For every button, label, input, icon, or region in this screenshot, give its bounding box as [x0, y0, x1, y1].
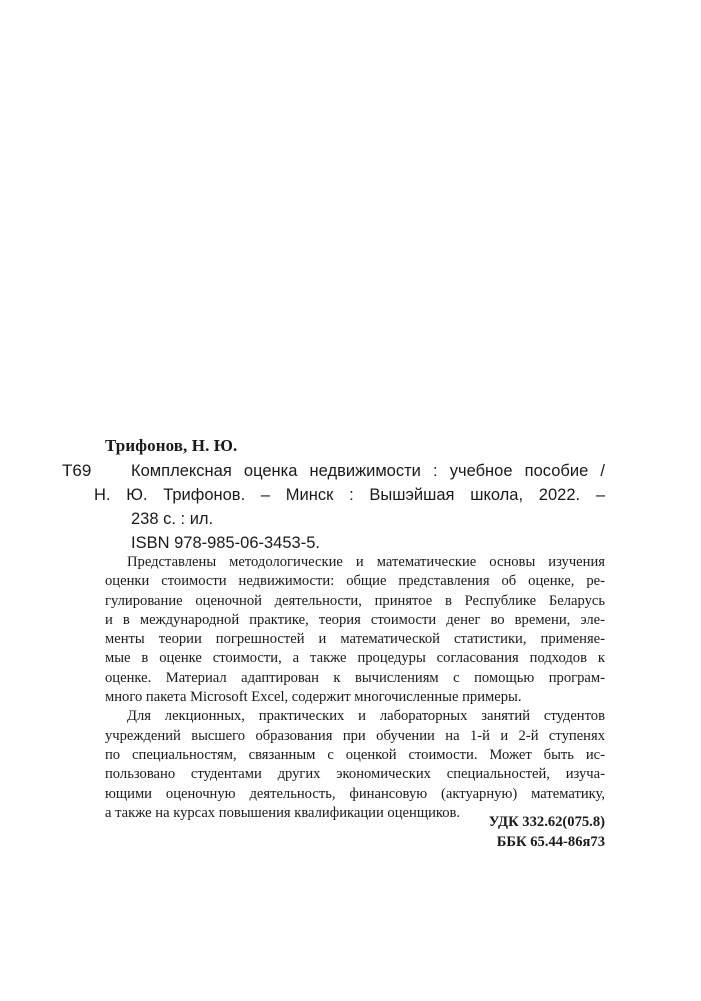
annotation-line: мые в оценке стоимости, а также процедуры согласования подходов к [105, 650, 605, 667]
bbk-code: ББК 65.44-86я73 [496, 833, 605, 850]
annotation-line: менты теории погрешностей и математической статистики, применяе- [105, 631, 605, 648]
annotation-line: ющими оценочную деятельность, финансовую (актуарную) математику, [105, 785, 605, 802]
udc-code: УДК 332.62(075.8) [488, 814, 605, 830]
annotation-line: и в международной практике, теория стоимости денег во времени, эле- [105, 611, 605, 628]
biblio-line-pages: 238 с. : ил. [131, 510, 214, 528]
annotation-line: оценки стоимости недвижимости: общие представления об оценке, ре- [105, 573, 605, 590]
biblio-line-isbn: ISBN 978-985-06-3453-5. [131, 534, 320, 552]
annotation [105, 553, 605, 823]
classification-codes [489, 813, 605, 852]
annotation-line: Для лекционных, практических и лабораторных занятий студентов [127, 708, 605, 725]
annotation-line: а также на курсах повышения квалификации оценщиков. [105, 804, 461, 821]
annotation-line: пользовано студентами других экономических специальностей, изуча- [105, 766, 605, 783]
annotation-line: оценке. Материал адаптирован к вычислениям с помощью програм- [105, 669, 605, 686]
annotation-line: Представлены методологические и математические основы изучения [127, 554, 605, 570]
author-heading: Трифонов, Н. Ю. [105, 436, 238, 455]
annotation-line: учреждений высшего образования при обучении на 1-й и 2-й ступенях [105, 727, 605, 744]
annotation-line: по специальностям, связанным с оценкой стоимости. Может быть ис- [105, 746, 605, 763]
biblio-line-publisher: Н. Ю. Трифонов. – Минск : Вышэйшая школа, 2022. – [94, 486, 605, 504]
catalog-code: Т69 [62, 461, 92, 480]
bibliographic-record [94, 459, 605, 555]
biblio-line-title: Комплексная оценка недвижимости : учебное пособие / [131, 462, 605, 480]
annotation-line: гулирование оценочной деятельности, принятое в Республике Беларусь [105, 592, 605, 609]
annotation-line: много пакета Microsoft Excel, содержит многочисленные примеры. [105, 689, 522, 706]
